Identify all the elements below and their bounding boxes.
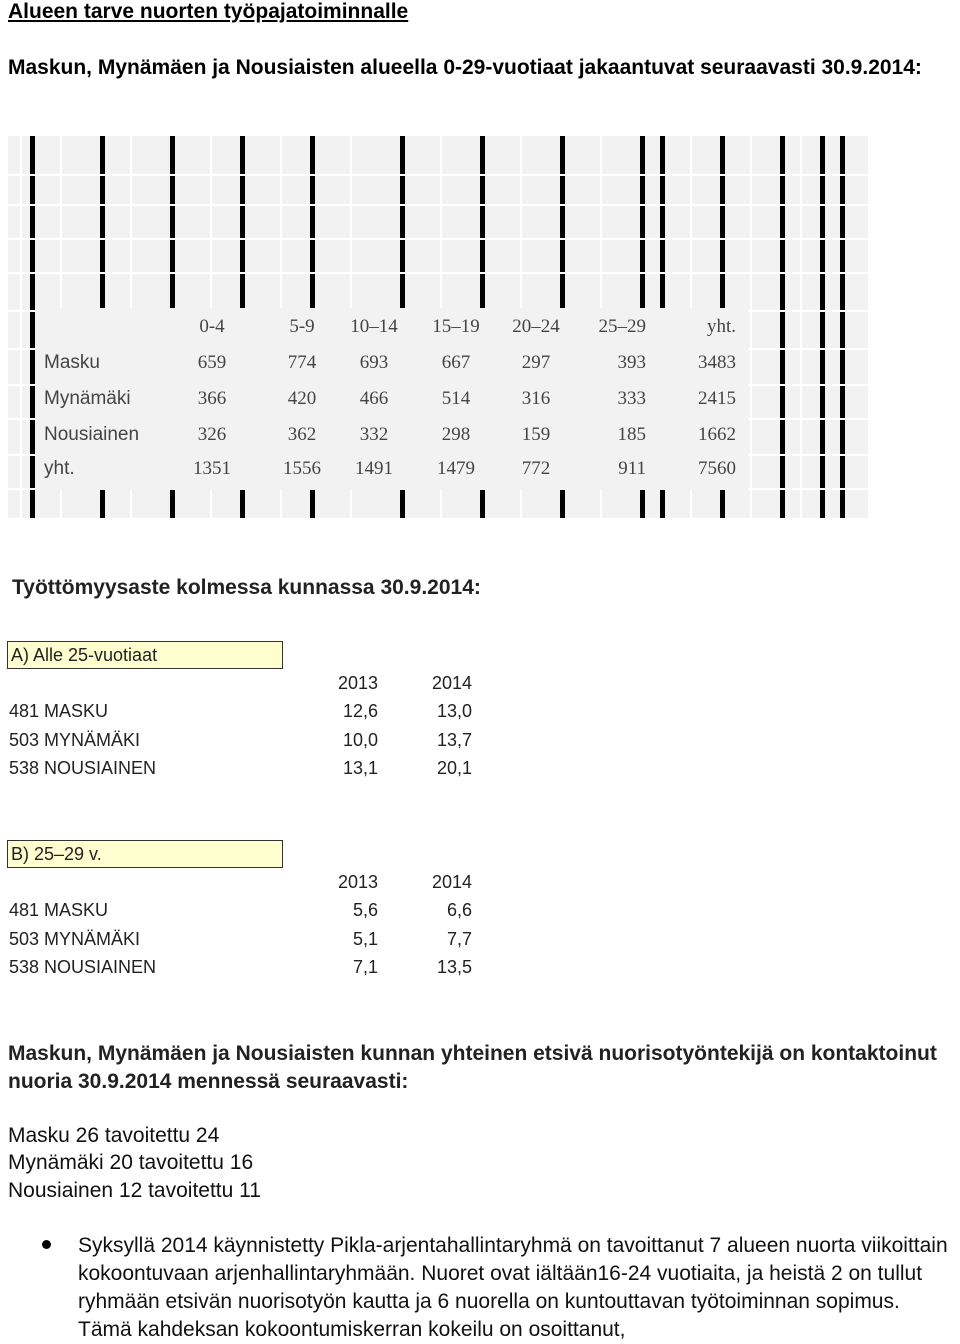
table-cell: 1491 bbox=[355, 458, 393, 479]
table-cell: 326 bbox=[197, 424, 227, 445]
section-a-row-2013: 12,6 bbox=[342, 701, 378, 721]
table-row-label: Masku bbox=[44, 352, 100, 373]
unemployment-heading: Työttömyysaste kolmessa kunnassa 30.9.2014: bbox=[12, 576, 481, 599]
section-a-row-2013: 10,0 bbox=[342, 730, 378, 750]
section-b-label-box bbox=[7, 840, 283, 868]
section-b-label: B) 25–29 v. bbox=[11, 844, 102, 864]
section-b-row-2013: 5,6 bbox=[352, 900, 378, 920]
table-header-cell: 5-9 bbox=[289, 316, 315, 337]
table-cell: 693 bbox=[359, 352, 389, 373]
section-b-row-name: 481 MASKU bbox=[9, 900, 109, 920]
section-a-row-2014: 20,1 bbox=[436, 758, 472, 778]
section-b-row-2014: 6,6 bbox=[446, 900, 472, 920]
table-cell: 911 bbox=[618, 458, 646, 479]
table-cell: 774 bbox=[287, 352, 317, 373]
section-a-label: A) Alle 25-vuotiaat bbox=[11, 645, 158, 665]
population-table bbox=[8, 136, 868, 518]
table-cell: 7560 bbox=[698, 458, 736, 479]
contact-line: Mynämäki 20 tavoitettu 16 bbox=[8, 1151, 254, 1174]
section-b-row-name: 503 MYNÄMÄKI bbox=[9, 929, 141, 949]
table-cell: 185 bbox=[617, 424, 646, 445]
table-header-cell: 10–14 bbox=[350, 316, 398, 337]
page-title: Alueen tarve nuorten työpajatoiminnalle bbox=[8, 0, 409, 23]
section-b-row-2013: 5,1 bbox=[352, 929, 378, 949]
section-b-row-2013: 7,1 bbox=[352, 957, 378, 977]
section-a-label-box bbox=[7, 641, 283, 669]
table-row-label: Mynämäki bbox=[44, 388, 131, 409]
table-cell: 1479 bbox=[437, 458, 475, 479]
table-cell: 659 bbox=[197, 352, 227, 373]
section-b-row-name: 538 NOUSIAINEN bbox=[9, 957, 157, 977]
section-b-row-2014: 7,7 bbox=[446, 929, 472, 949]
table-cell: 332 bbox=[359, 424, 389, 445]
bullet-paragraph: Syksyllä 2014 käynnistetty Pikla-arjentahallintaryhmä on tavoittanut 7 alueen nuorta viikoittain kokoontuvaan arjenhallintaryhmään. Nuoret ovat iältään16-24 vuotiaita, ja heistä 2 on tullut ryhmään etsivän nuorisotyön kautta ja 6 nuorella on kuntouttavan työtoiminnan sopimus. Tämä kahdeksan kokoontumiskerran kokeilu on osoittanut, bbox=[78, 1234, 948, 1341]
section-b-row-2014: 13,5 bbox=[436, 957, 472, 977]
bullet-icon bbox=[42, 1240, 51, 1249]
table-row-label: yht. bbox=[44, 458, 75, 479]
section-a-row-2014: 13,7 bbox=[436, 730, 472, 750]
table-header-cell: 15–19 bbox=[432, 316, 480, 337]
table-header-cell: yht. bbox=[706, 316, 736, 337]
table-header-cell: 25–29 bbox=[598, 316, 646, 337]
table-cell: 159 bbox=[521, 424, 551, 445]
table-cell: 2415 bbox=[698, 388, 736, 409]
table-cell: 667 bbox=[441, 352, 471, 373]
table-cell: 362 bbox=[287, 424, 317, 445]
table-cell: 298 bbox=[441, 424, 471, 445]
section-a-row-2013: 13,1 bbox=[342, 758, 378, 778]
table-cell: 366 bbox=[197, 388, 227, 409]
table-header-cell: 0-4 bbox=[199, 316, 225, 337]
section-a-year-2013: 2013 bbox=[337, 673, 378, 693]
table-cell: 316 bbox=[521, 388, 551, 409]
table-cell: 772 bbox=[521, 458, 551, 479]
section-a-row-name: 503 MYNÄMÄKI bbox=[9, 730, 141, 750]
table-cell: 3483 bbox=[698, 352, 736, 373]
section-b-year-2013: 2013 bbox=[337, 872, 378, 892]
table-cell: 466 bbox=[359, 388, 389, 409]
contact-line: Nousiainen 12 tavoitettu 11 bbox=[8, 1179, 261, 1202]
table-cell: 1351 bbox=[193, 458, 231, 479]
table-cell: 1662 bbox=[698, 424, 736, 445]
section-b-year-2014: 2014 bbox=[431, 872, 472, 892]
section-a-row-name: 481 MASKU bbox=[9, 701, 109, 721]
table-cell: 514 bbox=[441, 388, 471, 409]
section-a-year-2014: 2014 bbox=[431, 673, 472, 693]
intro-text: Maskun, Mynämäen ja Nousiaisten alueella 0-29-vuotiaat jakaantuvat seuraavasti 30.9.2014: bbox=[8, 56, 922, 79]
table-cell: 1556 bbox=[283, 458, 321, 479]
contact-heading: Maskun, Mynämäen ja Nousiaisten kunnan yhteinen etsivä nuorisotyöntekijä on kontaktoinut nuoria 30.9.2014 mennessä seuraavasti: bbox=[8, 1042, 937, 1093]
table-header-cell: 20–24 bbox=[512, 316, 560, 337]
table-cell: 420 bbox=[287, 388, 317, 409]
table-cell: 393 bbox=[617, 352, 646, 373]
table-cell: 297 bbox=[521, 352, 551, 373]
table-row-label: Nousiainen bbox=[44, 424, 140, 445]
table-cell: 333 bbox=[617, 388, 646, 409]
section-a-row-name: 538 NOUSIAINEN bbox=[9, 758, 157, 778]
section-a-row-2014: 13,0 bbox=[436, 701, 472, 721]
contact-line: Masku 26 tavoitettu 24 bbox=[8, 1124, 220, 1147]
